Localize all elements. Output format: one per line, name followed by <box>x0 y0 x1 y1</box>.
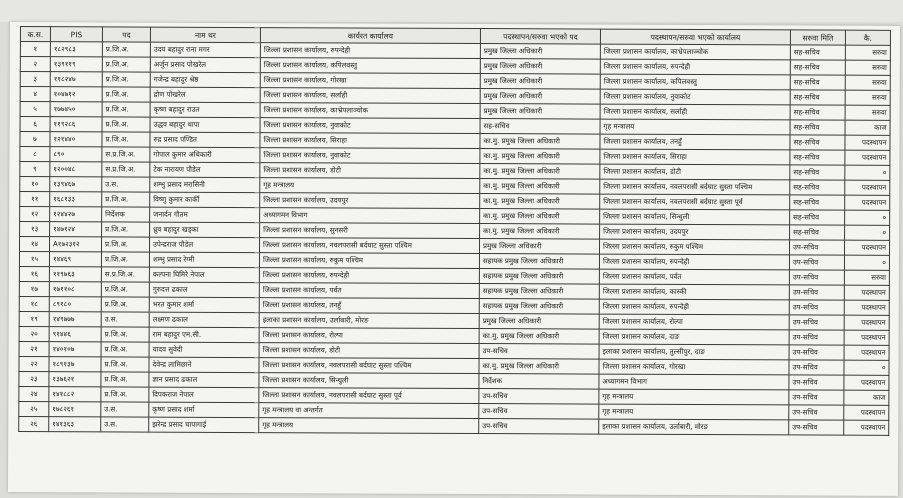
cell-current-office: जिल्ला प्रशासन कार्यालय, उदयपुर <box>260 193 480 209</box>
header-transfer-level: सरुवा मिति <box>790 30 845 45</box>
cell-transfer-level: उप-सचिव <box>789 270 844 285</box>
cell-transfer-level: सह-सचिव <box>790 225 845 240</box>
cell-new-office: जिल्ला प्रशासन कार्यालय, सर्लाही <box>600 104 790 120</box>
cell-new-post: प्रमुख जिल्ला अधिकारी <box>479 239 599 255</box>
cell-serial: ८ <box>20 147 50 162</box>
cell-transfer-level: उप-सचिव <box>789 420 844 435</box>
cell-pis: १२१४४० <box>50 132 102 147</box>
cell-post: प्र.जि.अ. <box>102 57 150 72</box>
cell-remarks: ० <box>845 225 890 240</box>
cell-name: द्रोण पोखरेल <box>150 87 260 102</box>
cell-transfer-level: सह-सचिव <box>790 210 845 225</box>
cell-remarks: पदस्थापन <box>844 240 889 255</box>
cell-serial: २ <box>20 57 50 72</box>
cell-pis: १४४६९ <box>49 252 101 267</box>
cell-new-office: गृह मन्त्रालय <box>600 119 790 135</box>
cell-name: भरत कुमार शर्मा <box>149 297 259 312</box>
cell-current-office: जिल्ला प्रशासन कार्यालय, नुवाकोट <box>260 148 480 164</box>
cell-name: कृष्ण प्रसाद शर्मा <box>149 402 259 417</box>
cell-current-office: जिल्ला प्रशासन कार्यालय, रुपन्देही <box>259 268 479 284</box>
cell-remarks: पदस्थापन <box>844 345 889 360</box>
cell-serial: १९ <box>19 312 49 327</box>
cell-post: प्र.जि.अ. <box>102 117 150 132</box>
cell-name: रुद्र प्रसाद पण्डित <box>150 132 260 147</box>
cell-transfer-level: सह-सचिव <box>790 120 845 135</box>
cell-post: प्र.जि.अ. <box>101 342 149 357</box>
cell-post: प्र.जि.अ. <box>101 357 149 372</box>
cell-post: उ.स. <box>101 312 149 327</box>
cell-pis: १८९१३७ <box>49 357 101 372</box>
cell-pis: ११९७६३ <box>49 267 101 282</box>
cell-serial: १ <box>20 42 50 57</box>
cell-serial: १० <box>20 177 50 192</box>
cell-remarks: सरुवा <box>845 105 890 120</box>
cell-current-office: इलाका प्रशासन कार्यालय, उर्लाबारी, मोरङ <box>259 313 479 329</box>
cell-new-post: निर्देशक <box>479 374 599 390</box>
cell-current-office: जिल्ला प्रशासन कार्यालय, नुवाकोट <box>260 118 480 134</box>
cell-post: प्र.जि.अ. <box>102 102 150 117</box>
cell-new-post: सह-सचिव <box>480 119 600 135</box>
cell-transfer-level: उप-सचिव <box>789 390 844 405</box>
cell-new-post: उप-सचिव <box>479 404 599 420</box>
cell-serial: १६ <box>19 267 49 282</box>
cell-new-post: सहायक प्रमुख जिल्ला अधिकारी <box>479 254 599 270</box>
cell-name: लक्ष्मण ढकाल <box>149 312 259 327</box>
cell-current-office: जिल्ला प्रशासन कार्यालय, नवलपरासी बर्दघाट सुस्ता पश्चिम <box>259 358 479 374</box>
page-background <box>0 0 903 22</box>
cell-new-post: का.मु. प्रमुख जिल्ला अधिकारी <box>480 149 600 165</box>
cell-name: कृष्ण बहादुर राउत <box>150 102 260 117</box>
cell-remarks: सरुवा <box>845 60 890 75</box>
cell-post: प्र.जि.अ. <box>101 252 149 267</box>
cell-current-office: गृह मन्त्रालय वा अन्तर्गत <box>259 403 479 419</box>
cell-new-post: सहायक प्रमुख जिल्ला अधिकारी <box>479 269 599 285</box>
cell-serial: ५ <box>20 102 50 117</box>
cell-post: स.प्र.जि.अ. <box>101 267 149 282</box>
transfer-table <box>18 26 891 436</box>
cell-post: प्र.जि.अ. <box>101 237 149 252</box>
cell-post: प्र.जि.अ. <box>101 297 149 312</box>
cell-post: स.प्र.जि.अ. <box>102 162 150 177</box>
cell-pis: १८२९८३ <box>50 42 102 57</box>
cell-transfer-level: उप-सचिव <box>789 330 844 345</box>
cell-new-post: का.मु. प्रमुख जिल्ला अधिकारी <box>480 224 600 240</box>
cell-current-office: जिल्ला प्रशासन कार्यालय, सिराहा <box>260 133 480 149</box>
cell-transfer-level: सह-सचिव <box>790 90 845 105</box>
cell-remarks: पदस्थापन <box>844 420 889 435</box>
cell-transfer-level: उप-सचिव <box>789 255 844 270</box>
document-sheet <box>8 22 900 496</box>
cell-pis: १०४७१२ <box>50 87 102 102</box>
cell-new-post: उप-सचिव <box>479 389 599 405</box>
cell-remarks: ० <box>844 360 889 375</box>
cell-serial: ४ <box>20 87 50 102</box>
cell-name: शम्भु प्रसाद रेग्मी <box>149 252 259 267</box>
cell-new-post: का.मु. प्रमुख जिल्ला अधिकारी <box>479 359 599 375</box>
cell-pis: १६८१३३ <box>50 192 102 207</box>
cell-serial: ६ <box>20 117 50 132</box>
cell-remarks: ० <box>844 255 889 270</box>
cell-remarks: सरुवा <box>845 75 890 90</box>
cell-transfer-level: उप-सचिव <box>789 405 844 420</box>
cell-current-office: जिल्ला प्रशासन कार्यालय, कपिलवस्तु <box>260 58 480 74</box>
cell-remarks: ० <box>845 210 890 225</box>
cell-remarks: पदस्थापन <box>844 330 889 345</box>
cell-transfer-level: उप-सचिव <box>789 315 844 330</box>
cell-new-office: जिल्ला प्रशासन कार्यालय, रुकुम पश्चिम <box>599 239 789 255</box>
cell-name: उद्धव बहादुर थापा <box>150 117 260 132</box>
cell-name: टेक नारायण पौडेल <box>150 162 260 177</box>
cell-new-office: जिल्ला प्रशासन कार्यालय, डोटी <box>600 164 790 180</box>
header-new-office: पदस्थापन/सरुवा भएको कार्यालय <box>600 29 790 45</box>
cell-serial: २४ <box>19 387 49 402</box>
cell-new-office: इलाका प्रशासन कार्यालय, उर्लाबारी, मोरङ <box>599 419 789 435</box>
header-current-office: कार्यरत कार्यालय <box>260 28 480 44</box>
header-remarks: कै. <box>845 30 890 45</box>
cell-serial: १७ <box>19 282 49 297</box>
cell-transfer-level: सह-सचिव <box>790 75 845 90</box>
cell-post: प्र.जि.अ. <box>102 72 150 87</box>
cell-pis: A१७२३१२ <box>49 237 101 252</box>
cell-new-office: जिल्ला प्रशासन कार्यालय, गोरखा <box>599 359 789 375</box>
cell-pis: १७११०८ <box>49 282 101 297</box>
cell-name: कल्पना घिमिरे नेपाल <box>149 267 259 282</box>
cell-new-office: जिल्ला प्रशासन कार्यालय, सिन्धुली <box>600 209 790 225</box>
cell-new-office: जिल्ला प्रशासन कार्यालय, नवलपरासी बर्दघाट सुस्ता पूर्व <box>600 194 790 210</box>
cell-transfer-level: उप-सचिव <box>789 285 844 300</box>
cell-serial: ९ <box>20 162 50 177</box>
cell-new-post: का.मु. प्रमुख जिल्ला अधिकारी <box>480 209 600 225</box>
cell-transfer-level: सह-सचिव <box>790 180 845 195</box>
cell-current-office: जिल्ला प्रशासन कार्यालय, डोटी <box>260 163 480 179</box>
cell-transfer-level: सह-सचिव <box>790 150 845 165</box>
cell-serial: १५ <box>19 252 49 267</box>
cell-post: प्र.जि.अ. <box>102 87 150 102</box>
cell-pis: १७८२६१ <box>49 402 101 417</box>
cell-name: ध्रुव बहादुर खड्का <box>150 222 260 237</box>
cell-post: प्र.जि.अ. <box>101 372 149 387</box>
cell-serial: २१ <box>19 342 49 357</box>
cell-serial: १३ <box>20 222 50 237</box>
cell-new-office: जिल्ला प्रशासन कार्यालय, रुपन्देही <box>599 254 789 270</box>
cell-current-office: जिल्ला प्रशासन कार्यालय, सिन्धुली <box>259 373 479 389</box>
cell-remarks: सरुवा <box>845 45 890 60</box>
cell-new-post: प्रमुख जिल्ला अधिकारी <box>480 104 600 120</box>
cell-new-office: जिल्ला प्रशासन कार्यालय, कास्की <box>599 284 789 300</box>
cell-new-post: उप-सचिव <box>479 344 599 360</box>
cell-current-office: जिल्ला प्रशासन कार्यालय, रुपन्देही <box>260 43 480 59</box>
cell-transfer-level: सह-सचिव <box>790 135 845 150</box>
cell-pis: १४९७७७ <box>49 312 101 327</box>
cell-new-post: प्रमुख जिल्ला अधिकारी <box>480 44 600 60</box>
cell-new-office: इलाका प्रशासन कार्यालय, तुल्सीपुर, दाङ <box>599 344 789 360</box>
cell-name: विष्णु कुमार कार्की <box>150 192 260 207</box>
cell-current-office: जिल्ला प्रशासन कार्यालय, सुनसरी <box>260 223 480 239</box>
cell-post: प्र.जि.अ. <box>101 327 149 342</box>
cell-serial: २० <box>19 327 49 342</box>
table-row <box>19 417 889 436</box>
cell-new-post: प्रमुख जिल्ला अधिकारी <box>480 74 600 90</box>
cell-new-post: का.मु. प्रमुख जिल्ला अधिकारी <box>480 134 600 150</box>
cell-post: प्र.जि.अ. <box>101 387 149 402</box>
cell-current-office: जिल्ला प्रशासन कार्यालय, गोरखा <box>260 73 480 89</box>
cell-new-office: जिल्ला प्रशासन कार्यालय, रुपन्देही <box>600 59 790 75</box>
cell-name: जनार्दन गौतम <box>150 207 260 222</box>
cell-current-office: जिल्ला प्रशासन कार्यालय, रोल्पा <box>259 328 479 344</box>
cell-post: उ.स. <box>101 402 149 417</box>
cell-current-office: जिल्ला प्रशासन कार्यालय, सर्लाही <box>260 88 480 104</box>
cell-new-post: का.मु. प्रमुख जिल्ला अधिकारी <box>480 194 600 210</box>
cell-name: अर्जुन प्रसाद पोखरेल <box>150 57 260 72</box>
cell-new-post: सहायक प्रमुख जिल्ला अधिकारी <box>479 299 599 315</box>
cell-serial: ३ <box>20 72 50 87</box>
cell-post: उ.स. <box>102 177 150 192</box>
cell-post: उ.स. <box>101 417 149 432</box>
cell-name: शम्भु प्रसाद मरासिनी <box>150 177 260 192</box>
cell-name: झरेन्द्र प्रसाद चापागाई <box>149 417 259 432</box>
cell-pis: १४०१०७ <box>49 342 101 357</box>
cell-pis: १४१३६३ <box>49 417 101 432</box>
cell-pis: १२४४२७ <box>50 207 102 222</box>
cell-pis: १४१८८२ <box>49 387 101 402</box>
cell-new-office: गृह मन्त्रालय <box>599 389 789 405</box>
cell-transfer-level: उप-सचिव <box>789 240 844 255</box>
cell-current-office: अध्यागमन विभाग <box>260 208 480 224</box>
cell-name: गजेन्द्र बहादुर श्रेष्ठ <box>150 72 260 87</box>
cell-current-office: जिल्ला प्रशासन कार्यालय, तनहुँ <box>259 298 479 314</box>
cell-remarks: सरुवा <box>845 90 890 105</box>
cell-new-office: जिल्ला प्रशासन कार्यालय, उदयपुर <box>600 224 790 240</box>
cell-pis: १३९४६७ <box>50 177 102 192</box>
cell-serial: १४ <box>19 237 49 252</box>
cell-pis: १७७४५० <box>50 102 102 117</box>
cell-name: यादव सुवेदी <box>149 342 259 357</box>
cell-new-post: प्रमुख जिल्ला अधिकारी <box>480 59 600 75</box>
cell-current-office: जिल्ला प्रशासन कार्यालय, नवलपरासी बर्दघाट सुस्ता पश्चिम <box>259 238 479 254</box>
cell-serial: १८ <box>19 297 49 312</box>
cell-transfer-level: उप-सचिव <box>789 345 844 360</box>
cell-serial: २३ <box>19 372 49 387</box>
cell-new-office: जिल्ला प्रशासन कार्यालय, काभ्रेपलाञ्चोक <box>600 44 790 60</box>
cell-pis: १३७६२१ <box>49 372 101 387</box>
header-name: नाम थर <box>150 27 260 42</box>
cell-name: उदय बहादुर राना मगर <box>150 42 260 57</box>
cell-new-office: जिल्ला प्रशासन कार्यालय, कपिलवस्तु <box>600 74 790 90</box>
cell-current-office: जिल्ला प्रशासन कार्यालय, रुकुम पश्चिम <box>259 253 479 269</box>
cell-new-post: प्रमुख जिल्ला अधिकारी <box>480 89 600 105</box>
cell-new-office: जिल्ला प्रशासन कार्यालय, पर्वत <box>599 269 789 285</box>
cell-remarks: पदस्थापन <box>845 135 890 150</box>
cell-pis: ८९१८० <box>49 297 101 312</box>
cell-remarks: सरुवा <box>844 270 889 285</box>
cell-new-post: का.मु. प्रमुख जिल्ला अधिकारी <box>479 329 599 345</box>
cell-post: प्र.जि.अ. <box>102 132 150 147</box>
cell-current-office: जिल्ला प्रशासन कार्यालय, पर्वत <box>259 283 479 299</box>
header-serial: क.स. <box>20 27 50 42</box>
cell-new-office: जिल्ला प्रशासन कार्यालय, रोल्पा <box>599 314 789 330</box>
cell-transfer-level: सह-सचिव <box>790 60 845 75</box>
header-pis: PIS <box>50 27 102 42</box>
cell-serial: ११ <box>20 192 50 207</box>
cell-serial: ७ <box>20 132 50 147</box>
cell-transfer-level: सह-सचिव <box>790 45 845 60</box>
cell-current-office: गृह मन्त्रालय <box>260 178 480 194</box>
cell-remarks: पदस्थापन <box>844 285 889 300</box>
cell-new-office: जिल्ला प्रशासन कार्यालय, सिराहा <box>600 149 790 165</box>
cell-remarks: पदस्थापन <box>844 315 889 330</box>
cell-name: राम बहादुर एम.सी. <box>149 327 259 342</box>
cell-pis: ११८२४७ <box>50 72 102 87</box>
cell-new-office: जिल्ला प्रशासन कार्यालय, नुवाकोट <box>600 89 790 105</box>
cell-pis: ९१४४६ <box>49 327 101 342</box>
cell-remarks: पदस्थापन <box>844 300 889 315</box>
cell-remarks: पदस्थापन <box>845 195 890 210</box>
cell-new-post: सहायक प्रमुख जिल्ला अधिकारी <box>479 284 599 300</box>
header-post: पद <box>102 27 150 42</box>
cell-remarks: पदस्थापन <box>844 405 889 420</box>
cell-current-office: जिल्ला प्रशासन कार्यालय, नवलपरासी बर्दघाट सुस्ता पूर्व <box>259 388 479 404</box>
cell-transfer-level: उप-सचिव <box>789 300 844 315</box>
cell-current-office: गृह मन्त्रालय <box>259 418 479 434</box>
cell-name: ज्ञान प्रसाद ढकाल <box>149 372 259 387</box>
cell-new-office: जिल्ला प्रशासन कार्यालय, तनहुँ <box>600 134 790 150</box>
cell-name: गोपाल कुमार अधिकारी <box>150 147 260 162</box>
cell-pis: ८९० <box>50 147 102 162</box>
cell-post: निर्देशक <box>102 207 150 222</box>
cell-current-office: जिल्ला प्रशासन कार्यालय, काभ्रेपलाञ्चोक <box>260 103 480 119</box>
cell-new-office: गृह मन्त्रालय <box>599 404 789 420</box>
cell-name: दिपकराज नेपाल <box>149 387 259 402</box>
cell-pis: ११९२८६ <box>50 117 102 132</box>
cell-remarks: पदस्थापन <box>845 180 890 195</box>
cell-post: प्र.जि.अ. <box>102 42 150 57</box>
cell-transfer-level: उप-सचिव <box>789 360 844 375</box>
cell-transfer-level: सह-सचिव <box>790 105 845 120</box>
cell-name: देवेन्द्र लामिछाने <box>149 357 259 372</box>
cell-serial: २२ <box>19 357 49 372</box>
cell-serial: २६ <box>19 417 49 432</box>
cell-remarks: काज <box>845 120 890 135</box>
cell-transfer-level: उप-सचिव <box>789 375 844 390</box>
cell-pis: १३९११९ <box>50 57 102 72</box>
cell-remarks: काज <box>844 390 889 405</box>
cell-new-post: प्रमुख जिल्ला अधिकारी <box>479 314 599 330</box>
cell-remarks: पदस्थापन <box>844 375 889 390</box>
cell-name: गुरुदत्त ढकाल <box>149 282 259 297</box>
cell-post: प्र.जि.अ. <box>102 222 150 237</box>
cell-new-post: का.मु. प्रमुख जिल्ला अधिकारी <box>480 164 600 180</box>
cell-serial: २५ <box>19 402 49 417</box>
cell-name: उपेन्द्रराज पौडेल <box>149 237 259 252</box>
cell-new-office: जिल्ला प्रशासन कार्यालय, नवलपरासी बर्दघाट सुस्ता पश्चिम <box>600 179 790 195</box>
cell-post: प्र.जि.अ. <box>102 192 150 207</box>
cell-serial: १२ <box>20 207 50 222</box>
cell-new-office: जिल्ला प्रशासन कार्यालय, दाङ <box>599 329 789 345</box>
cell-transfer-level: सह-सचिव <box>790 195 845 210</box>
cell-new-office: जिल्ला प्रशासन कार्यालय, रुपन्देही <box>599 299 789 315</box>
cell-remarks: पदस्थापन <box>845 150 890 165</box>
cell-new-office: अध्यागमन विभाग <box>599 374 789 390</box>
cell-post: प्र.जि.अ. <box>101 282 149 297</box>
cell-pis: १२००४८ <box>50 162 102 177</box>
cell-transfer-level: सह-सचिव <box>790 165 845 180</box>
cell-post: स.प्र.जि.अ. <box>102 147 150 162</box>
cell-new-post: उप-सचिव <box>479 419 599 435</box>
header-new-post: पदस्थापन/सरुवा भएको पद <box>480 29 600 45</box>
cell-new-post: का.मु. प्रमुख जिल्ला अधिकारी <box>480 179 600 195</box>
cell-remarks: ० <box>845 165 890 180</box>
cell-current-office: जिल्ला प्रशासन कार्यालय, डोटी <box>259 343 479 359</box>
cell-pis: १४७१२४ <box>50 222 102 237</box>
